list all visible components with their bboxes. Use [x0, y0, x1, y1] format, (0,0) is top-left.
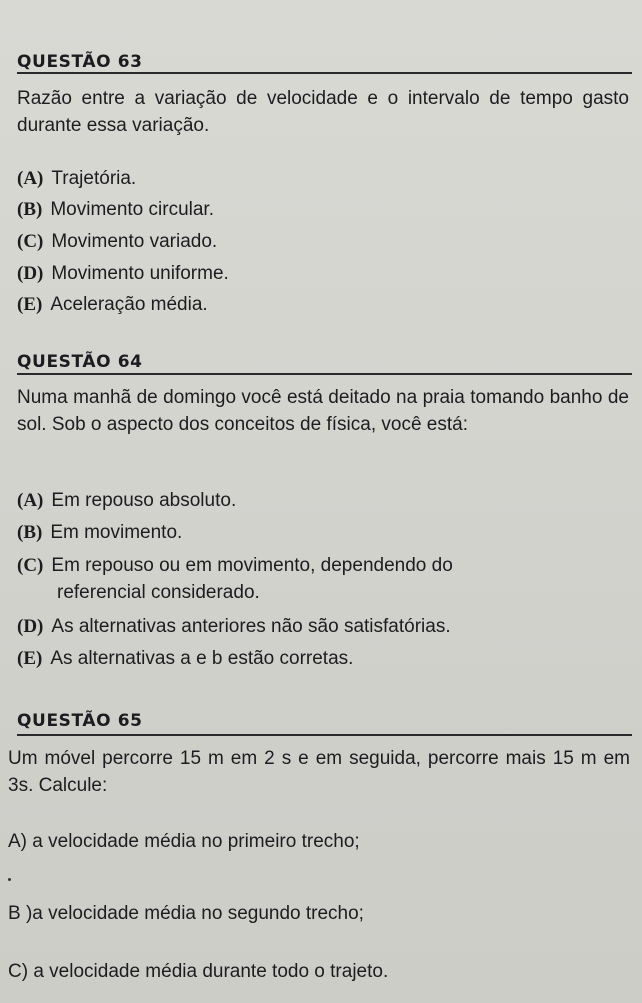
option-letter: (A)	[17, 168, 44, 189]
question-63-option-c	[17, 228, 629, 255]
question-64-rule	[17, 373, 632, 375]
option-text: Aceleração média.	[50, 294, 208, 315]
option-letter: (E)	[17, 648, 43, 669]
option-text-continuation: referencial considerado.	[57, 582, 260, 603]
question-65-heading: QUESTÃO 65	[17, 711, 143, 731]
question-63-option-a	[17, 165, 629, 192]
question-64-option-b	[17, 519, 629, 546]
question-64-option-e	[17, 645, 629, 672]
option-text: Em repouso absoluto.	[51, 490, 237, 511]
question-64-option-c	[17, 552, 629, 606]
option-letter: (B)	[17, 522, 43, 543]
question-64-statement: Numa manhã de domingo você está deitado na praia tomando banho de sol. Sob o aspecto dos conceitos de física, você está:	[17, 387, 629, 435]
option-text: As alternativas a e b estão corretas.	[50, 648, 354, 669]
option-letter: (B)	[17, 199, 43, 220]
option-letter: (D)	[17, 616, 44, 637]
question-65-statement: Um móvel percorre 15 m em 2 s e em seguida, percorre mais 15 m em 3s. Calcule:	[8, 748, 630, 796]
question-63-option-b	[17, 196, 629, 223]
option-letter: (C)	[17, 555, 44, 576]
question-65-rule	[17, 734, 632, 736]
option-letter: (C)	[17, 231, 44, 252]
question-64-heading: QUESTÃO 64	[17, 352, 143, 372]
question-63-rule	[17, 72, 632, 74]
question-65-item-c: C) a velocidade média durante todo o trajeto.	[8, 961, 389, 982]
option-letter: (D)	[17, 263, 44, 284]
question-63-option-e	[17, 291, 629, 318]
question-65-item-a: A) a velocidade média no primeiro trecho;	[8, 831, 360, 852]
option-text: Em repouso ou em movimento, dependendo do	[51, 555, 453, 576]
question-63-heading: QUESTÃO 63	[17, 52, 143, 72]
question-64-option-d	[17, 613, 629, 640]
option-letter: (A)	[17, 490, 44, 511]
stray-mark	[8, 878, 11, 881]
option-text: Movimento uniforme.	[51, 263, 229, 284]
option-text: Movimento variado.	[51, 231, 218, 252]
option-text: Em movimento.	[50, 522, 183, 543]
option-letter: (E)	[17, 294, 43, 315]
question-63-statement: Razão entre a variação de velocidade e o intervalo de tempo gasto durante essa variação.	[17, 88, 629, 136]
question-65-item-b: B )a velocidade média no segundo trecho;	[8, 903, 364, 924]
option-text: Movimento circular.	[50, 199, 214, 220]
question-64-option-a	[17, 487, 629, 514]
option-text: Trajetória.	[51, 168, 137, 189]
option-text: As alternativas anteriores não são satisfatórias.	[51, 616, 451, 637]
question-63-option-d	[17, 260, 629, 287]
